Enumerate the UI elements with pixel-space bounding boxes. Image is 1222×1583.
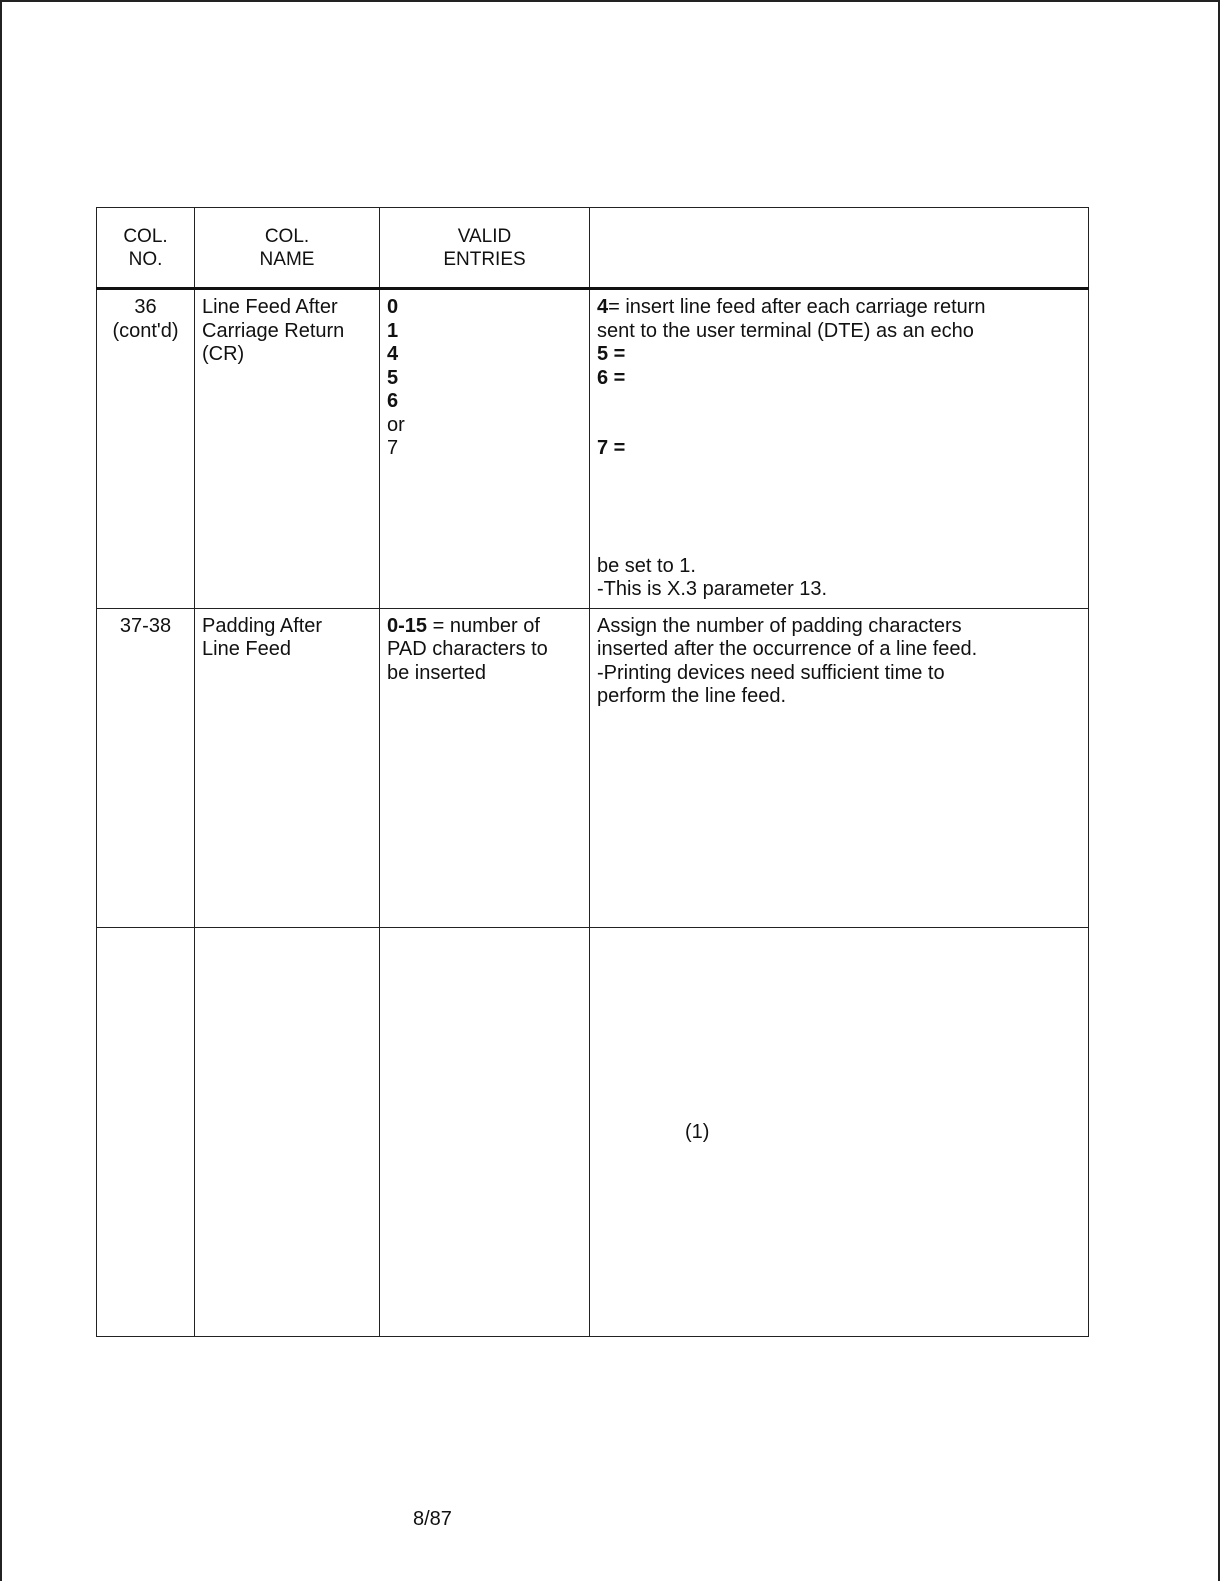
cell-col-name xyxy=(195,927,380,1336)
cell-description xyxy=(590,927,1089,1336)
footnote-marker: (1) xyxy=(685,1120,710,1143)
table-row xyxy=(97,289,1089,609)
cell-valid-entries xyxy=(380,927,590,1336)
cell-col-name: Padding After Line Feed xyxy=(195,608,380,927)
cell-valid-entries: 0 1 4 5 6 or 7 xyxy=(380,289,590,609)
parameter-table xyxy=(96,207,1089,1337)
cell-description: 4= insert line feed after each carriage return sent to the user terminal (DTE) as an echo 5 = 6 = 7 = be set to 1. -This is X.3 parameter 13. xyxy=(590,289,1089,609)
cell-col-no: 37-38 xyxy=(97,608,195,927)
cell-col-no xyxy=(97,927,195,1336)
cell-col-name: Line Feed After Carriage Return (CR) xyxy=(195,289,380,609)
header-description xyxy=(590,208,1089,289)
header-col-name: COL. NAME xyxy=(195,208,380,289)
cell-description: Assign the number of padding characters inserted after the occurrence of a line feed. -Printing devices need sufficient time to perform the line feed. xyxy=(590,608,1089,927)
table-header-row xyxy=(97,208,1089,289)
table-row xyxy=(97,927,1089,1336)
cell-col-no: 36 (cont'd) xyxy=(97,289,195,609)
page-footer-date: 8/87 xyxy=(413,1508,452,1530)
table-row xyxy=(97,608,1089,927)
header-col-no: COL. NO. xyxy=(97,208,195,289)
cell-valid-entries: 0-15 = number of PAD characters to be inserted xyxy=(380,608,590,927)
header-valid-entries: VALID ENTRIES xyxy=(380,208,590,289)
